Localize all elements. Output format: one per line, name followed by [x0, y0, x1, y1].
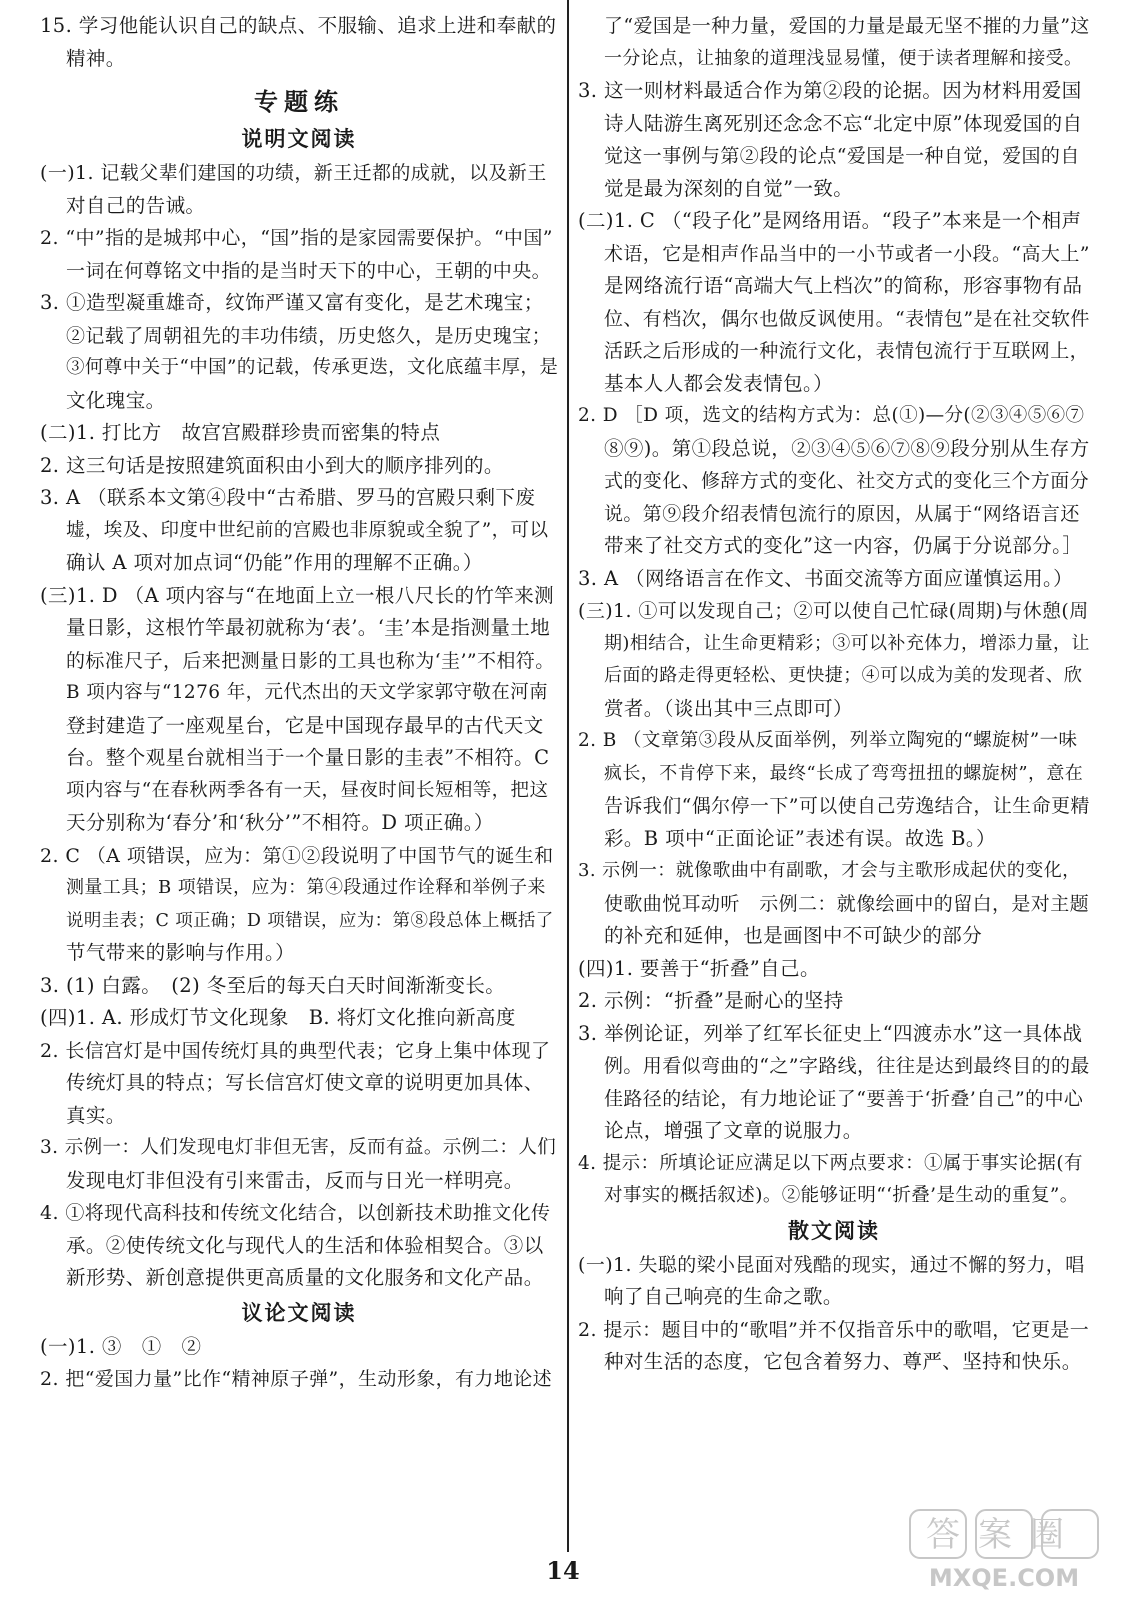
page-number: 14 [546, 1556, 580, 1585]
answer-line: 2. 把“爱国力量”比作“精神原子弹”，生动形象，有力地论述 [40, 1368, 553, 1390]
watermark-text: 答案圈 [926, 1515, 1082, 1555]
answer-line: ②记载了周朝祖先的丰功伟绩，历史悠久，是历史瑰宝； [66, 324, 552, 347]
answer-line: 使歌曲悦耳动听 示例二：就像绘画中的留白，是对主题 [604, 892, 1090, 915]
answer-line: 种对生活的态度，它包含着努力、尊严、坚持和快乐。 [604, 1350, 1082, 1373]
subsection-heading: 散文阅读 [788, 1218, 880, 1243]
answer-line: 新形势、新创意提供更高质量的文化服务和文化产品。 [66, 1266, 544, 1289]
answer-line: 的补充和延伸，也是画图中不可缺少的部分 [604, 924, 983, 947]
answer-line: 2. “中”指的是城邦中心，“国”指的是家园需要保护。“中国” [40, 227, 553, 249]
watermark-logo [904, 1504, 1114, 1594]
answer-line: 项内容与“在春秋两季各有一天，昼夜时间长短相等，把这 [66, 779, 549, 801]
answer-line: 例。用看似弯曲的“之”字路线，往往是达到最终目的的最 [604, 1055, 1090, 1077]
answer-line: 量日影，这根竹竿最初就称为‘表’。‘圭’本是指测量土地 [66, 616, 551, 639]
answer-line: 精神。 [66, 46, 126, 70]
answer-line: ③何尊中关于“中国”的记载，传承更迭，文化底蕴丰厚，是 [66, 357, 558, 378]
answer-line: 确认 A 项对加点词“仍能”作用的理解不正确。） [66, 551, 483, 574]
answer-line: 对事实的概括叙述)。②能够证明“‘折叠’是生动的重复”。 [604, 1185, 1079, 1206]
answer-line: 佳路径的结论，有力地论证了“要善于‘折叠’自己”的中心 [604, 1087, 1084, 1110]
answer-line: 文化瑰宝。 [66, 388, 166, 412]
answer-line: ⑧⑨)。第①段总说，②③④⑤⑥⑦⑧⑨段分别从生存方 [604, 436, 1090, 460]
answer-line: 一分论点，让抽象的道理浅显易懂，便于读者理解和接受。 [604, 47, 1083, 69]
answer-line: 测量工具；B 项错误，应为：第④段通过作诠释和举例子来 [66, 877, 546, 898]
answer-line: (三)1. D （A 项内容与“在地面上立一根八尺长的竹竿来测 [40, 583, 555, 607]
answer-line: 登封建造了一座观星台，它是中国现存最早的古代天文 [66, 713, 544, 737]
answer-line: (四)1. A. 形成灯节文化现象 B. 将灯文化推向新高度 [40, 1006, 516, 1029]
answer-line: 4. 提示：所填论证应满足以下两点要求：①属于事实论据(有 [578, 1152, 1083, 1174]
subsection-heading: 说明文阅读 [241, 127, 357, 151]
answer-line: (四)1. 要善于“折叠”自己。 [578, 956, 820, 980]
answer-line: 响了自己响亮的生命之歌。 [604, 1285, 843, 1308]
answer-line: 赏者。（谈出其中三点即可） [604, 696, 853, 720]
answer-line: 台。整个观星台就相当于一个量日影的圭表”不相符。C [66, 746, 550, 769]
answer-line: 觉是最为深刻的自觉”一致。 [604, 176, 854, 200]
answer-line: (一)1. ③ ① ② [40, 1334, 202, 1358]
answer-line: 3. 示例一：就像歌曲中有副歌，才会与主歌形成起伏的变化， [578, 860, 1081, 881]
answer-line: 告诉我们“偶尔停一下”可以使自己劳逸结合，让生命更精 [604, 795, 1090, 817]
answer-line: 承。②使传统文化与现代人的生活和体验相契合。③以 [66, 1233, 544, 1257]
answer-line: 是网络流行语“高端大气上档次”的简称，形容事物有品 [604, 274, 1083, 297]
answer-line: 后面的路走得更轻松、更快捷；④可以成为美的发现者、欣 [604, 665, 1083, 686]
answer-line: 3. A （联系本文第④段中“古希腊、罗马的宫殿只剩下废 [40, 486, 536, 509]
answer-line: 3. 示例一：人们发现电灯非但无害，反而有益。示例二：人们 [40, 1137, 557, 1158]
answer-line: 说明圭表；C 项正确；D 项错误，应为：第⑧段总体上概括了 [66, 910, 554, 931]
answer-line: 活跃之后形成的一种流行文化，表情包流行于互联网上， [604, 340, 1090, 362]
answer-line: 彩。B 项中“正面论证”表述有误。故选 B。） [604, 826, 996, 850]
answer-line: 诗人陆游生离死别还念念不忘“北定中原”体现爱国的自 [604, 111, 1083, 135]
answer-line: 2. C （A 项错误，应为：第①②段说明了中国节气的诞生和 [40, 844, 554, 867]
answer-line: 节气带来的影响与作用。） [66, 941, 296, 964]
answer-line: 3. 这一则材料最适合作为第②段的论据。因为材料用爱国 [578, 79, 1082, 102]
answer-line: 基本人人都会发表情包。） [604, 371, 834, 395]
answer-line: 期)相结合，让生命更精彩；③可以补充体力，增添力量，让 [604, 632, 1090, 654]
answer-line: 2. 长信宫灯是中国传统灯具的典型代表；它身上集中体现了 [40, 1039, 551, 1062]
answer-line: 天分别称为‘春分’和‘秋分’”不相符。D 项正确。） [66, 811, 494, 834]
answer-line: 2. D ［D 项，选文的结构方式为：总(①)—分(②③④⑤⑥⑦ [578, 405, 1085, 426]
section-heading: 专题练 [254, 88, 344, 116]
answer-line: 论点，增强了文章的说服力。 [604, 1119, 863, 1142]
answer-line: 术语，它是相声作品当中的一小节或者一小段。“高大上” [604, 242, 1090, 265]
answer-line: (一)1. 记载父辈们建国的功绩，新王迁都的成就，以及新王 [40, 162, 547, 184]
answer-line: 觉这一事例与第②段的论点“爱国是一种自觉，爱国的自 [604, 145, 1080, 167]
answer-line: (二)1. C （“段子化”是网络用语。“段子”本来是一个相声 [578, 209, 1082, 232]
answer-line: 3. (1) 白露。 (2) 冬至后的每天白天时间渐渐变长。 [40, 973, 506, 997]
answer-line: 2. 提示：题目中的“歌唱”并不仅指音乐中的歌唱，它更是一 [578, 1318, 1090, 1341]
answer-line: 2. 这三句话是按照建筑面积由小到大的顺序排列的。 [40, 453, 504, 477]
answer-line: 一词在何尊铭文中指的是当时天下的中心，王朝的中央。 [66, 259, 552, 282]
right-column [578, 10, 1090, 1530]
subsection-heading: 议论文阅读 [241, 1300, 357, 1325]
answer-line: 3. A （网络语言在作文、书面交流等方面应谨慎运用。） [578, 566, 1074, 590]
answer-line: 的标准尺子，后来把测量日影的工具也称为‘圭’”不相符。 [66, 649, 555, 672]
answer-line: 真实。 [66, 1103, 126, 1127]
answer-line: 位、有档次，偶尔也做反讽使用。“表情包”是在社交软件 [604, 307, 1090, 330]
answer-line: 疯长，不肯停下来，最终“长成了弯弯扭扭的螺旋树”，意在 [604, 762, 1084, 784]
answer-line: 对自己的告诫。 [66, 193, 206, 217]
answer-line: B 项内容与“1276 年，元代杰出的天文学家郭守敬在河南 [66, 682, 548, 703]
answer-line: 了“爱国是一种力量，爱国的力量是最无坚不摧的力量”这 [604, 15, 1090, 37]
answer-line: 15. 学习他能认识自己的缺点、不服输、追求上进和奉献的 [40, 14, 557, 37]
answer-line: 墟，埃及、印度中世纪前的宫殿也非原貌或全貌了”，可以 [66, 519, 549, 541]
answer-line: 2. B （文章第③段从反面举例，列举立陶宛的“螺旋树”一味 [578, 730, 1078, 751]
left-column [40, 10, 558, 1530]
answer-line: 说。第⑨段介绍表情包流行的原因，从属于“网络语言还 [604, 502, 1080, 525]
answer-line: 带来了社交方式的变化”这一内容，仍属于分说部分。］ [604, 534, 1083, 557]
column-divider [567, 0, 569, 1552]
answer-line: (二)1. 打比方 故宫宫殿群珍贵而密集的特点 [40, 421, 441, 444]
answer-line: 2. 示例：“折叠”是耐心的坚持 [578, 989, 844, 1012]
answer-line: (三)1. ①可以发现自己；②可以使自己忙碌(周期)与休憩(周 [578, 600, 1089, 622]
answer-line: 发现电灯非但没有引来雷击，反而与日光一样明亮。 [66, 1168, 524, 1192]
answer-line: (一)1. 失聪的梁小昆面对残酷的现实，通过不懈的努力，唱 [578, 1253, 1085, 1276]
answer-line: 4. ①将现代高科技和传统文化结合，以创新技术助推文化传 [40, 1202, 551, 1224]
answer-line: 3. 举例论证，列举了红军长征史上“四渡赤水”这一具体战 [578, 1021, 1083, 1045]
answer-line: 3. ①造型凝重雄奇，纹饰严谨又富有变化，是艺术瑰宝； [40, 291, 544, 314]
answer-line: 式的变化、修辞方式的变化、社交方式的变化三个方面分 [604, 470, 1090, 492]
watermark-url: MXQE.COM [928, 1564, 1080, 1592]
answer-line: 传统灯具的特点；写长信宫灯使文章的说明更加具体、 [66, 1071, 544, 1094]
